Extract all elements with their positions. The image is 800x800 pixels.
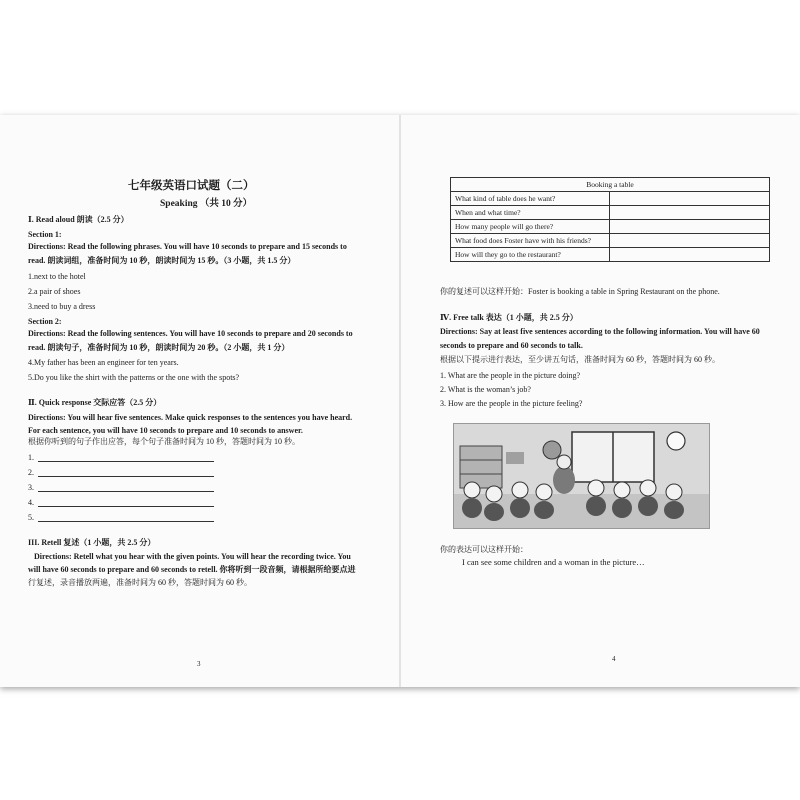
table-answer-cell[interactable] <box>610 206 770 220</box>
table-question: When and what time? <box>451 206 610 220</box>
table-question: What food does Foster have with his friends? <box>451 234 610 248</box>
answer-line[interactable] <box>38 491 214 492</box>
phrase-item: 3.need to buy a dress <box>28 302 96 311</box>
retell-start-text: 你的复述可以这样开始：Foster is booking a table in Spring Restaurant on the phone. <box>440 287 720 296</box>
table-row <box>451 234 770 248</box>
table-answer-cell[interactable] <box>610 220 770 234</box>
left-page <box>0 115 400 687</box>
right-page <box>400 115 800 687</box>
answer-line[interactable] <box>38 461 214 462</box>
directions-text: Directions: Retell what you hear with the given points. You will hear the recording twice. You <box>34 552 351 561</box>
section2-label: Section 2: <box>28 317 62 326</box>
directions-text: For each sentence, you will have 10 seconds to prepare and 10 seconds to answer. <box>28 426 303 435</box>
answer-line[interactable] <box>38 506 214 507</box>
table-row <box>451 192 770 206</box>
answer-number: 1. <box>28 453 34 462</box>
answer-number: 3. <box>28 483 34 492</box>
page-title: 七年级英语口试题（二） <box>128 180 255 192</box>
prompt-item: 1. What are the people in the picture doing? <box>440 371 581 380</box>
answer-number: 4. <box>28 498 34 507</box>
table-question: How will they go to the restaurant? <box>451 248 610 262</box>
directions-text: read. 朗读句子，准备时间为 10 秒，朗读时间为 20 秒。（2 小题，共 1 分） <box>28 343 290 352</box>
section1-label: Section 1: <box>28 230 62 239</box>
express-start-label: 你的表达可以这样开始： <box>440 545 528 554</box>
table-title: Booking a table <box>451 178 770 192</box>
example-sentence: I can see some children and a woman in the picture… <box>462 557 645 567</box>
directions-text: 根据你听到的句子作出应答，每个句子准备时间为 10 秒，答题时间为 10 秒。 <box>28 437 300 446</box>
answer-line[interactable] <box>38 476 214 477</box>
table-row <box>451 220 770 234</box>
booking-table <box>450 177 770 262</box>
directions-text: seconds to prepare and 60 seconds to talk. <box>440 341 583 350</box>
page-number: 3 <box>197 660 201 668</box>
directions-text: will have 60 seconds to prepare and 60 seconds to retell. 你将听到一段音频，请根据所给要点进 <box>28 565 356 574</box>
table-row <box>451 248 770 262</box>
prompt-item: 2. What is the woman’s job? <box>440 385 531 394</box>
sentence-item: 4.My father has been an engineer for ten years. <box>28 358 179 367</box>
section-heading-quick-response: Ⅱ. Quick response 交际应答（2.5 分） <box>28 398 162 407</box>
directions-text: 行复述，录音播放两遍，准备时间为 60 秒，答题时间为 60 秒。 <box>28 578 252 587</box>
directions-text: 根据以下提示进行表达，至少讲五句话，准备时间为 60 秒，答题时间为 60 秒。 <box>440 355 720 364</box>
exam-sheet <box>0 115 800 687</box>
answer-number: 2. <box>28 468 34 477</box>
page-number: 4 <box>612 655 616 663</box>
section-heading-read-aloud: Ⅰ. Read aloud 朗读（2.5 分） <box>28 215 129 224</box>
classroom-illustration <box>453 423 710 529</box>
table-answer-cell[interactable] <box>610 192 770 206</box>
answer-number: 5. <box>28 513 34 522</box>
prompt-item: 3. How are the people in the picture feeling? <box>440 399 583 408</box>
directions-text: Directions: Read the following phrases. You will have 10 seconds to prepare and 15 seconds to <box>28 242 347 251</box>
phrase-item: 1.next to the hotel <box>28 272 86 281</box>
section-heading-free-talk: Ⅳ. Free talk 表达（1 小题，共 2.5 分） <box>440 313 578 322</box>
classroom-scene-graphic <box>454 424 709 528</box>
page-subtitle: Speaking （共 10 分） <box>160 199 253 209</box>
section-heading-retell: III. Retell 复述（1 小题，共 2.5 分） <box>28 538 156 547</box>
table-row <box>451 206 770 220</box>
directions-text: read. 朗读词组，准备时间为 10 秒，朗读时间为 15 秒。（3 小题，共 1.5 分） <box>28 256 296 265</box>
directions-text: Directions: Say at least five sentences according to the following information. You will have 60 <box>440 327 760 336</box>
directions-text: Directions: Read the following sentences. You will have 10 seconds to prepare and 20 seconds to <box>28 329 353 338</box>
table-question: How many people will go there? <box>451 220 610 234</box>
directions-text: Directions: You will hear five sentences. Make quick responses to the sentences you have heard. <box>28 413 353 422</box>
answer-line[interactable] <box>38 521 214 522</box>
phrase-item: 2.a pair of shoes <box>28 287 81 296</box>
table-question: What kind of table does he want? <box>451 192 610 206</box>
table-answer-cell[interactable] <box>610 234 770 248</box>
sentence-item: 5.Do you like the shirt with the patterns or the one with the spots? <box>28 373 240 382</box>
table-answer-cell[interactable] <box>610 248 770 262</box>
